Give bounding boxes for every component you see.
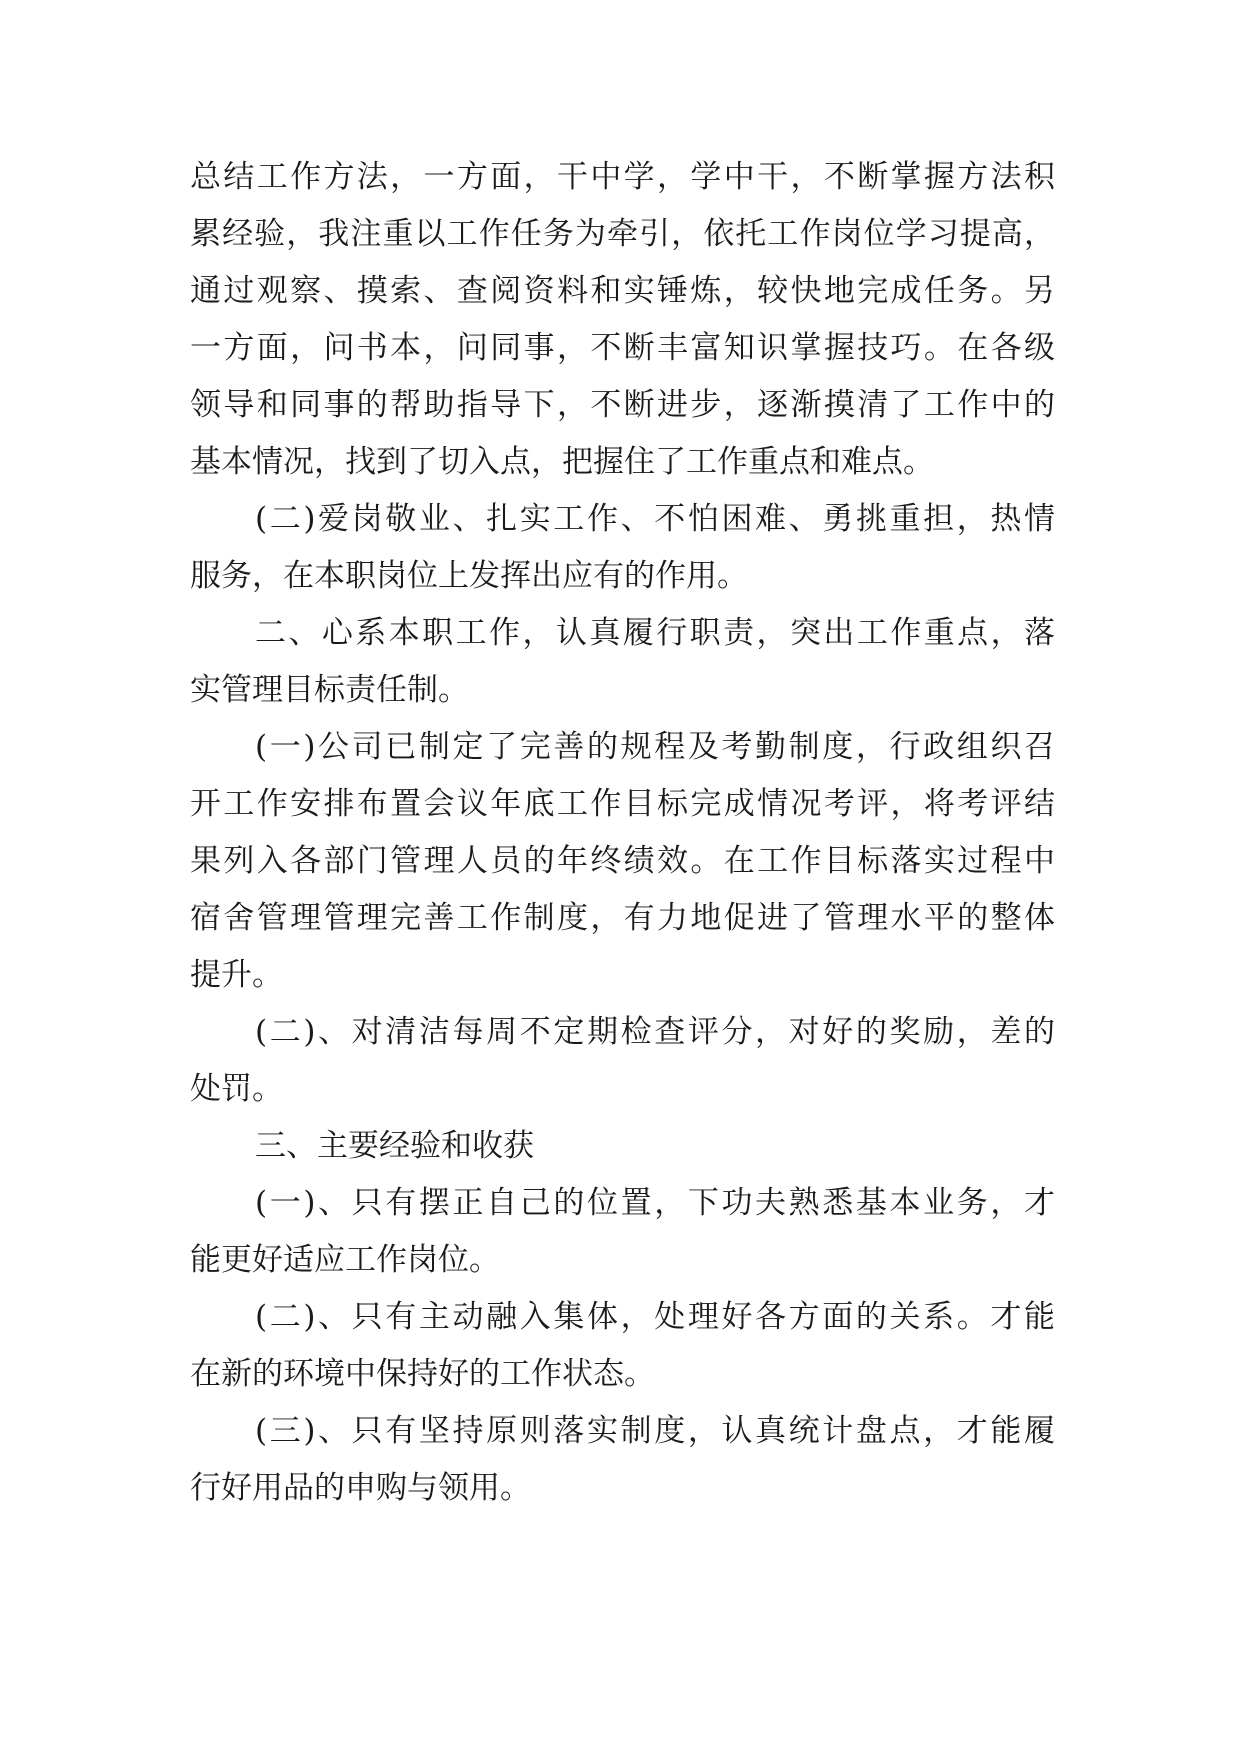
- text-line: 处罚。: [190, 1071, 283, 1107]
- paragraph-heading: (二)、对清洁每周不定期检查评分，对好的奖励，差的: [255, 1014, 1055, 1050]
- section-heading: 二、心系本职工作，认真履行职责，突出工作重点，落: [255, 615, 1055, 651]
- text-line: 宿舍管理管理完善工作制度，有力地促进了管理水平的整体: [190, 900, 1055, 936]
- text-line: 领导和同事的帮助指导下，不断进步，逐渐摸清了工作中的: [190, 387, 1055, 423]
- text-line: 果列入各部门管理人员的年终绩效。在工作目标落实过程中: [190, 843, 1055, 879]
- text-line: 服务，在本职岗位上发挥出应有的作用。: [190, 558, 748, 594]
- text-line: 开工作安排布置会议年底工作目标完成情况考评，将考评结: [190, 786, 1055, 822]
- text-line: 通过观察、摸索、查阅资料和实锤炼，较快地完成任务。另: [190, 273, 1055, 309]
- text-line: 在新的环境中保持好的工作状态。: [190, 1356, 655, 1392]
- text-line: 提升。: [190, 957, 283, 993]
- paragraph-heading: (三)、只有坚持原则落实制度，认真统计盘点，才能履: [255, 1413, 1055, 1449]
- paragraph-heading: (一)公司已制定了完善的规程及考勤制度，行政组织召: [255, 729, 1055, 765]
- text-line: 一方面，问书本，问同事，不断丰富知识掌握技巧。在各级: [190, 330, 1055, 366]
- paragraph-heading: (一)、只有摆正自己的位置，下功夫熟悉基本业务，才: [255, 1185, 1055, 1221]
- text-line: 基本情况，找到了切入点，把握住了工作重点和难点。: [190, 444, 934, 480]
- text-line: 能更好适应工作岗位。: [190, 1242, 500, 1278]
- text-line: 总结工作方法，一方面，干中学，学中干，不断掌握方法积: [190, 159, 1055, 195]
- paragraph-heading: (二)爱岗敬业、扎实工作、不怕困难、勇挑重担，热情: [255, 501, 1055, 537]
- text-line: 实管理目标责任制。: [190, 672, 469, 708]
- paragraph-heading: (二)、只有主动融入集体，处理好各方面的关系。才能: [255, 1299, 1055, 1335]
- section-heading: 三、主要经验和收获: [255, 1128, 534, 1164]
- text-line: 累经验，我注重以工作任务为牵引，依托工作岗位学习提高，: [190, 216, 1055, 252]
- text-line: 行好用品的申购与领用。: [190, 1470, 531, 1506]
